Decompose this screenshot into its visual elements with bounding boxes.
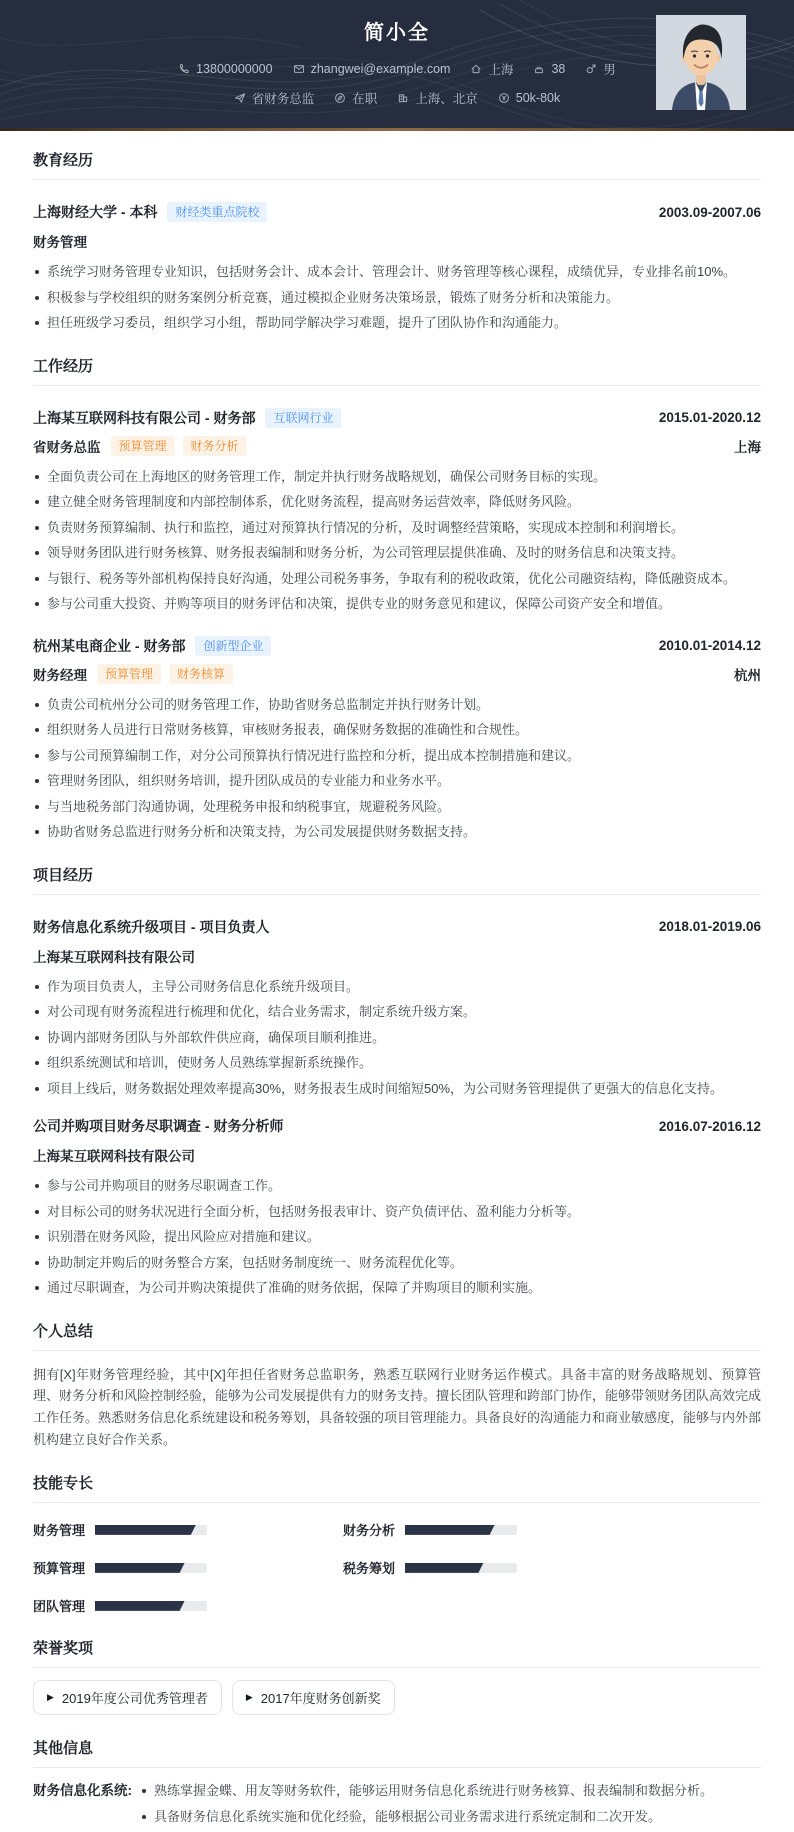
expected-salary-text: 50k-80k [515,91,561,105]
project-entry-2 [33,1116,761,1298]
work-date: 2010.01-2014.12 [658,638,761,653]
paper-plane-icon [234,92,246,104]
candidate-name: 简小全 [364,22,430,44]
bullet-item: 参与公司预算编制工作，对分公司预算执行情况进行监控和分析，提出成本控制措施和建议。 [33,746,761,766]
preferred-cities-text: 上海、北京 [415,92,478,106]
bullet-item: 领导财务团队进行财务核算、财务报表编制和财务分析，为公司管理层提供准确、及时的财务信息和决策支持。 [33,543,761,563]
section-title-work: 工作经历 [33,355,761,386]
bullet-item: 协调内部财务团队与外部软件供应商，确保项目顺利推进。 [33,1028,761,1048]
target-position-text: 省财务总监 [251,92,315,106]
work-date: 2015.01-2020.12 [658,410,761,425]
work-skill-tag: 财务分析 [183,436,247,456]
skill-label: 财务管理 [33,1523,86,1539]
section-title-skills: 技能专长 [33,1472,761,1503]
other-info-bullets [140,1781,761,1832]
section-summary [33,1320,761,1451]
contact-phone-text: 13800000000 [196,62,273,76]
project-company: 上海某互联网科技有限公司 [33,949,195,965]
skill-bar-fill [95,1563,185,1573]
bullet-item: 协助制定并购后的财务整合方案，包括财务制度统一、财务流程优化等。 [33,1253,761,1273]
other-info-row [33,1781,761,1832]
section-title-other: 其他信息 [33,1737,761,1768]
work-skill-tag: 财务核算 [169,664,233,684]
profile-photo [656,15,746,110]
bullet-item: 与当地税务部门沟通协调，处理税务申报和纳税事宜，规避税务风险。 [33,797,761,817]
section-other-info [33,1737,761,1832]
section-title-summary: 个人总结 [33,1320,761,1351]
age-icon [533,63,545,75]
work-position: 省财务总监 [33,439,101,455]
resume-header [0,0,794,128]
skill-bar [405,1525,517,1535]
bullet-item: 熟练掌握金蝶、用友等财务软件，能够运用财务信息化系统进行财务核算、报表编制和数据分析。 [140,1781,761,1801]
project-company: 上海某互联网科技有限公司 [33,1149,195,1164]
education-date: 2003.09-2007.06 [658,204,761,220]
work-skill-tag: 预算管理 [97,664,161,684]
bullet-item: 参与公司重大投资、并购等项目的财务评估和决策，提供专业的财务意见和建议，保障公司资产安全和增值。 [33,594,761,614]
skill-bar [95,1601,207,1611]
contact-gender-text: 男 [603,63,616,77]
contact-age [533,62,565,76]
section-skills [33,1472,761,1615]
home-icon [470,63,482,75]
project-name: 公司并购项目财务尽职调查 - 财务分析师 [33,1118,284,1134]
honor-chip[interactable] [232,1680,395,1715]
bullet-item: 担任班级学习委员，组织学习小组，帮助同学解决学习难题，提升了团队协作和沟通能力。 [33,313,761,333]
industry-tag: 创新型企业 [195,636,271,656]
skill-row [33,1558,343,1577]
skill-label: 税务筹划 [343,1561,396,1577]
bullet-item: 建立健全财务管理制度和内部控制体系，优化财务流程，提高财务运营效率，降低财务风险。 [33,492,761,512]
bullet-item: 作为项目负责人，主导公司财务信息化系统升级项目。 [33,977,761,997]
phone-icon [178,63,190,75]
salary-icon [498,92,510,104]
education-bullets [33,262,761,333]
resume-body [0,131,794,1832]
contact-location [470,60,513,78]
project-bullets [33,1176,761,1298]
bullet-item: 对目标公司的财务状况进行全面分析，包括财务报表审计、资产负债评估、盈利能力分析等。 [33,1202,761,1222]
contact-age-text: 38 [551,62,566,76]
play-icon: ▶ [245,1692,253,1703]
skill-bar-fill [95,1601,185,1611]
honor-chips [33,1680,761,1715]
job-status-icon [334,92,346,104]
work-position: 财务经理 [33,667,87,683]
skill-bar-fill [405,1525,495,1535]
bullet-item: 协助省财务总监进行财务分析和决策支持，为公司发展提供财务数据支持。 [33,822,761,842]
bullet-item: 组织系统测试和培训，使财务人员熟练掌握新系统操作。 [33,1053,761,1073]
gender-icon [585,63,597,75]
section-title-projects: 项目经历 [33,864,761,895]
other-info-label: 财务信息化系统: [33,1783,132,1799]
bullet-item: 识别潜在财务风险，提出风险应对措施和建议。 [33,1227,761,1247]
section-education [33,149,761,333]
skill-row [33,1520,343,1539]
target-position [234,89,315,107]
section-title-education: 教育经历 [33,149,761,180]
honor-chip[interactable] [33,1680,222,1715]
industry-tag: 互联网行业 [265,408,341,428]
section-projects [33,864,761,1298]
bullet-item: 负责财务预算编制、执行和监控，通过对预算执行情况的分析，及时调整经营策略，实现成本控制和利润增长。 [33,518,761,538]
building-icon [397,92,409,104]
skill-bar [95,1563,207,1573]
section-title-honors: 荣誉奖项 [33,1637,761,1668]
work-entry-1 [33,408,761,614]
work-city: 杭州 [734,667,761,683]
work-bullets [33,467,761,614]
education-entry-head [33,202,761,222]
skill-bar [95,1525,207,1535]
project-entry-1 [33,917,761,1099]
skill-row [33,1596,343,1615]
skill-bar [405,1563,517,1573]
school-name: 上海财经大学 - 本科 [33,204,158,220]
contact-gender [585,60,616,78]
summary-text: 拥有[X]年财务管理经验，其中[X]年担任省财务总监职务，熟悉互联网行业财务运作模式。具备丰富的财务战略规划、预算管理、财务分析和风险控制经验，能够为公司发展提供有力的财务支持。擅长团队管理和跨部门协作，能够带领财务团队高效完成工作任务。熟悉财务信息化系统建设和税务筹划，具备较强的项目管理能力。具备良好的沟通能力和商业敏感度，能够与内外部机构建立良好合作关系。 [33,1366,762,1447]
contact-email-text: zhangwei@example.com [310,62,451,76]
bullet-item: 具备财务信息化系统实施和优化经验，能够根据公司业务需求进行系统定制和二次开发。 [140,1807,761,1827]
expected-salary [498,91,560,105]
contact-location-text: 上海 [488,63,514,77]
skill-label: 团队管理 [33,1599,86,1615]
skill-row [343,1558,653,1577]
bullet-item: 管理财务团队，组织财务培训，提升团队成员的专业能力和业务水平。 [33,771,761,791]
bullet-item: 项目上线后，财务数据处理效率提高30%，财务报表生成时间缩短50%，为公司财务管理提供了更强大的信息化支持。 [33,1079,761,1099]
job-status [334,89,377,107]
bullet-item: 全面负责公司在上海地区的财务管理工作，制定并执行财务战略规划，确保公司财务目标的实现。 [33,467,761,487]
project-date: 2018.01-2019.06 [658,919,761,934]
section-work [33,355,761,842]
school-tag: 财经类重点院校 [167,202,267,222]
honor-chip-label: 2019年度公司优秀管理者 [61,1691,208,1707]
bullet-item: 与银行、税务等外部机构保持良好沟通，处理公司税务事务，争取有利的税收政策，优化公司融资结构，降低融资成本。 [33,569,761,589]
bullet-item: 通过尽职调查，为公司并购决策提供了准确的财务依据，保障了并购项目的顺利实施。 [33,1278,761,1298]
skill-bar-fill [95,1525,196,1535]
project-bullets [33,977,761,1099]
skill-label: 财务分析 [343,1523,396,1539]
skill-row [343,1520,653,1539]
work-company: 杭州某电商企业 - 财务部 [33,637,186,654]
project-date: 2016.07-2016.12 [658,1118,761,1134]
work-bullets [33,695,761,842]
project-name: 财务信息化系统升级项目 - 项目负责人 [33,918,270,935]
job-status-text: 在职 [352,92,378,106]
work-city: 上海 [734,439,761,455]
bullet-item: 组织财务人员进行日常财务核算，审核财务报表，确保财务数据的准确性和合规性。 [33,720,761,740]
contact-email [293,62,451,76]
bullet-item: 负责公司杭州分公司的财务管理工作，协助省财务总监制定并执行财务计划。 [33,695,761,715]
bullet-item: 对公司现有财务流程进行梳理和优化，结合业务需求，制定系统升级方案。 [33,1002,761,1022]
skill-bar-fill [405,1563,483,1573]
education-major: 财务管理 [33,235,87,250]
skill-label: 预算管理 [33,1561,86,1577]
honor-chip-label: 2017年度财务创新奖 [260,1691,381,1707]
contact-phone [178,62,272,76]
bullet-item: 参与公司并购项目的财务尽职调查工作。 [33,1176,761,1196]
email-icon [293,63,305,75]
bullet-item: 系统学习财务管理专业知识，包括财务会计、成本会计、管理会计、财务管理等核心课程，成绩优异，专业排名前10%。 [33,262,761,282]
work-company: 上海某互联网科技有限公司 - 财务部 [33,409,256,426]
bullet-item: 积极参与学校组织的财务案例分析竞赛，通过模拟企业财务决策场景，锻炼了财务分析和决策能力。 [33,288,761,308]
play-icon: ▶ [47,1692,54,1703]
preferred-cities [397,89,478,107]
work-skill-tag: 预算管理 [111,436,175,456]
section-honors [33,1637,761,1715]
skills-grid [33,1520,761,1615]
work-entry-2 [33,636,761,842]
